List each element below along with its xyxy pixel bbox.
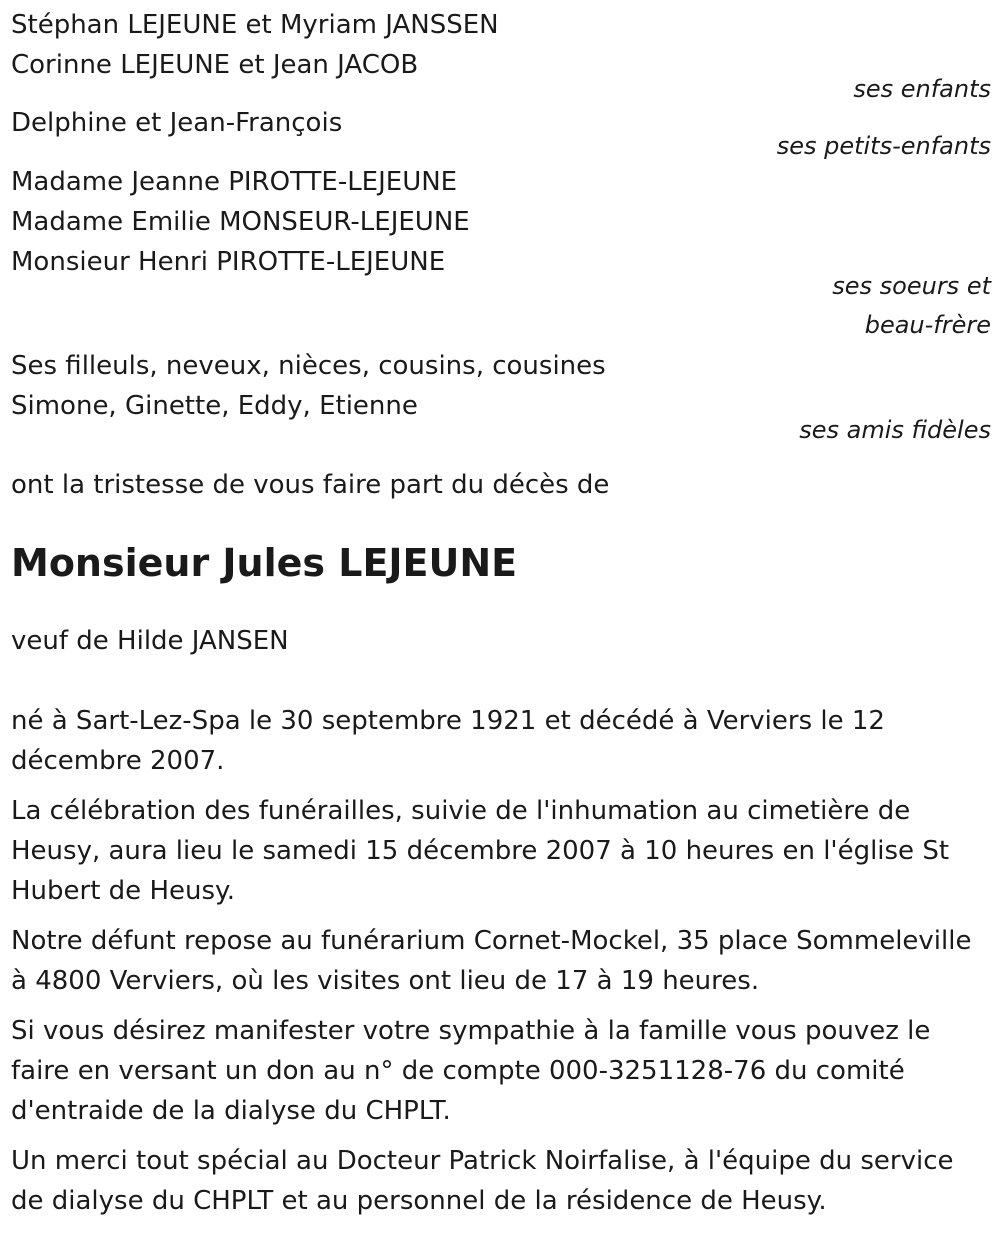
relation-label: ses petits-enfants bbox=[776, 132, 991, 160]
relation-label: ses soeurs et bbox=[832, 272, 991, 300]
relation-label: beau-frère bbox=[864, 311, 991, 339]
family-line: Delphine et Jean-François bbox=[11, 108, 343, 138]
family-line: Simone, Ginette, Eddy, Etienne bbox=[11, 391, 418, 421]
relation-label: ses amis fidèles bbox=[799, 416, 991, 444]
widower-text: veuf de Hilde JANSEN bbox=[11, 626, 289, 656]
family-line: Monsieur Henri PIROTTE-LEJEUNE bbox=[11, 247, 446, 277]
children-group bbox=[11, 5, 991, 109]
thanks-paragraph: Un merci tout spécial au Docteur Patrick Noirfalise, à l'équipe du service de dialyse du CHPLT et au personnel de la résidence de Heusy. bbox=[11, 1146, 954, 1216]
family-line: Madame Emilie MONSEUR-LEJEUNE bbox=[11, 207, 470, 237]
funerarium-paragraph: Notre défunt repose au funérarium Cornet-Mockel, 35 place Sommeleville à 4800 Verviers, où les visites ont lieu de 17 à 19 heures. bbox=[11, 926, 972, 996]
announcement-text: ont la tristesse de vous faire part du décès de bbox=[11, 470, 610, 500]
donation-paragraph: Si vous désirez manifester votre sympathie à la famille vous pouvez le faire en versant un don au n° de compte 000-3251128-76 du comité d'entraide de la dialyse du CHPLT. bbox=[11, 1016, 931, 1126]
siblings-group bbox=[11, 162, 991, 345]
deceased-name: Monsieur Jules LEJEUNE bbox=[11, 541, 518, 585]
others-group bbox=[11, 346, 991, 450]
relation-label: ses enfants bbox=[853, 75, 991, 103]
family-line: Stéphan LEJEUNE et Myriam JANSSEN bbox=[11, 10, 499, 40]
family-line: Ses filleuls, neveux, nièces, cousins, cousines bbox=[11, 351, 606, 381]
family-line: Corinne LEJEUNE et Jean JACOB bbox=[11, 50, 419, 80]
birth-death-paragraph: né à Sart-Lez-Spa le 30 septembre 1921 et décédé à Verviers le 12 décembre 2007. bbox=[11, 706, 885, 776]
family-line: Madame Jeanne PIROTTE-LEJEUNE bbox=[11, 167, 458, 197]
grandchildren-group bbox=[11, 103, 991, 166]
funeral-paragraph: La célébration des funérailles, suivie de l'inhumation au cimetière de Heusy, aura lieu le samedi 15 décembre 2007 à 10 heures en l'église St Hubert de Heusy. bbox=[11, 796, 950, 906]
obituary-notice bbox=[11, 0, 991, 1221]
